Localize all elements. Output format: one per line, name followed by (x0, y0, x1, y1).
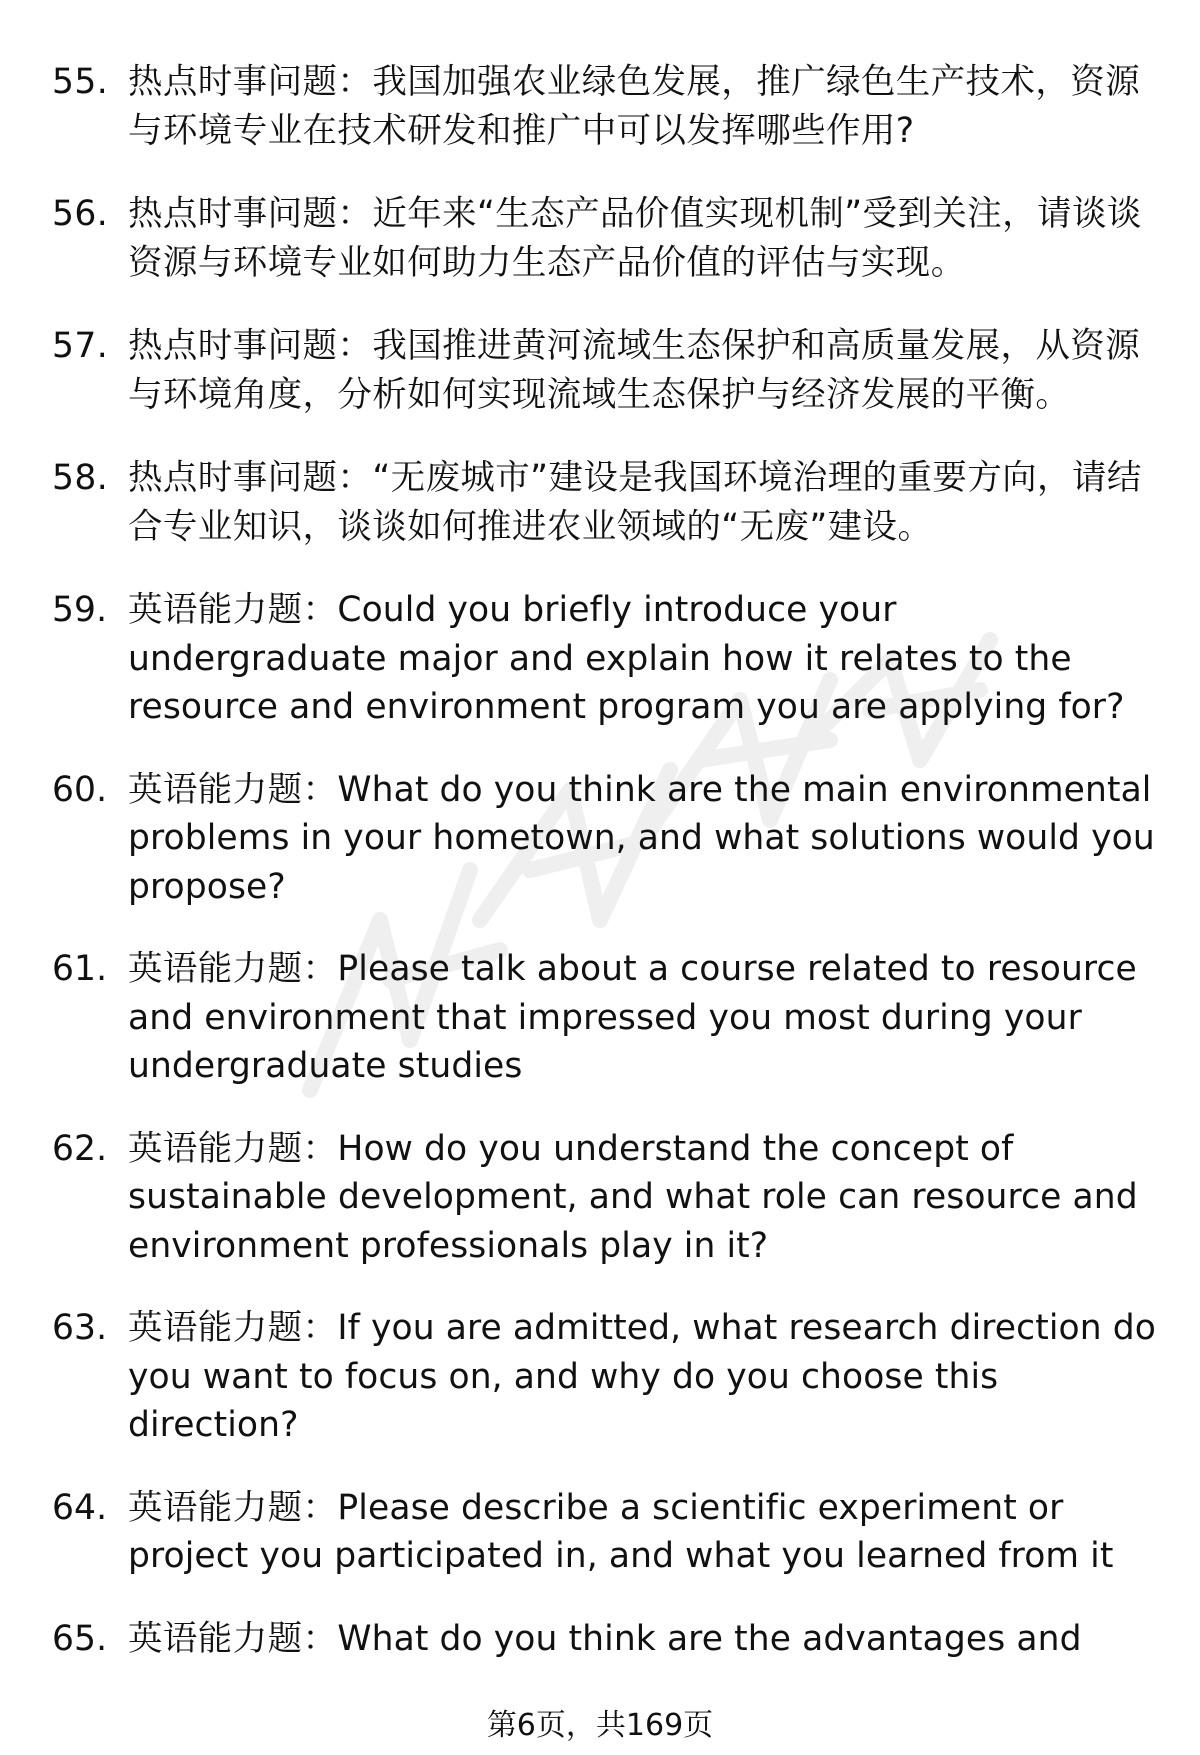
question-category: 英语能力题： (128, 769, 338, 810)
question-category: 英语能力题： (128, 1618, 338, 1659)
question-category: 英语能力题： (128, 949, 338, 989)
question-number: 57. (52, 326, 109, 366)
question-number: 56. (52, 194, 109, 234)
question-category: 热点时事问题： (128, 326, 373, 366)
question-body (128, 454, 1162, 551)
question-number: 58. (52, 458, 109, 498)
question-number: 62. (52, 1128, 108, 1169)
question-text: 我国推进黄河流域生态保护和高质量发展，从资源与环境角度，分析如何实现流域生态保护与经济发展的平衡。 (128, 326, 1141, 415)
question-body (128, 586, 1162, 732)
question-item (52, 586, 1162, 732)
question-category: 英语能力题： (128, 590, 338, 630)
question-text: If you are admitted, what research direction do you want to focus on, and why do you choose this direction? (128, 1308, 1156, 1445)
question-number: 63. (52, 1308, 108, 1348)
question-text: What do you think are the main environmental problems in your hometown, and what solutions would you propose? (128, 769, 1155, 907)
question-body (128, 322, 1162, 419)
question-category: 热点时事问题： (128, 458, 373, 498)
question-text: Please talk about a course related to resource and environment that impressed you most during your undergraduate studies (128, 949, 1137, 1086)
question-text: How do you understand the concept of sustainable development, and what role can resource and environment professionals play in it? (128, 1128, 1138, 1266)
question-item (52, 1484, 1162, 1581)
question-body (128, 766, 1162, 912)
question-text: Could you briefly introduce your undergraduate major and explain how it relates to the resource and environment program you are applying for? (128, 590, 1125, 727)
question-number: 60. (52, 769, 108, 810)
question-text: 我国加强农业绿色发展，推广绿色生产技术，资源与环境专业在技术研发和推广中可以发挥哪些作用? (128, 62, 1141, 151)
question-number: 64. (52, 1487, 108, 1528)
page-number-footer: 第6页，共169页 (486, 1708, 714, 1743)
question-text: 近年来“生态产品价值实现机制”受到关注，请谈谈资源与环境专业如何助力生态产品价值的评估与实现。 (128, 194, 1142, 283)
question-body (128, 1484, 1162, 1581)
question-body (128, 190, 1162, 287)
question-category: 英语能力题： (128, 1487, 338, 1528)
question-category: 英语能力题： (128, 1128, 338, 1169)
question-number: 65. (52, 1618, 108, 1659)
question-item (52, 1125, 1162, 1271)
question-text: Please describe a scientific experiment or project you participated in, and what you learned from it (128, 1487, 1114, 1576)
question-category: 热点时事问题： (128, 194, 373, 234)
question-item (52, 454, 1162, 551)
question-body (128, 1304, 1162, 1450)
question-number: 59. (52, 590, 108, 630)
question-item (52, 58, 1162, 155)
question-category: 英语能力题： (128, 1308, 338, 1348)
question-number: 61. (52, 949, 108, 989)
question-text: What do you think are the advantages and (337, 1618, 1082, 1659)
question-item (52, 1304, 1162, 1450)
question-body (128, 1125, 1162, 1271)
question-item (52, 1615, 1162, 1664)
question-list (52, 58, 1162, 1697)
question-item (52, 945, 1162, 1091)
question-body (128, 58, 1162, 155)
question-text: “无废城市”建设是我国环境治理的重要方向，请结合专业知识，谈谈如何推进农业领域的“无废”建设。 (128, 458, 1142, 547)
question-item (52, 190, 1162, 287)
question-number: 55. (52, 62, 109, 102)
question-item (52, 322, 1162, 419)
question-body (128, 945, 1162, 1091)
question-item (52, 766, 1162, 912)
question-category: 热点时事问题： (128, 62, 373, 102)
question-body (128, 1615, 1162, 1664)
